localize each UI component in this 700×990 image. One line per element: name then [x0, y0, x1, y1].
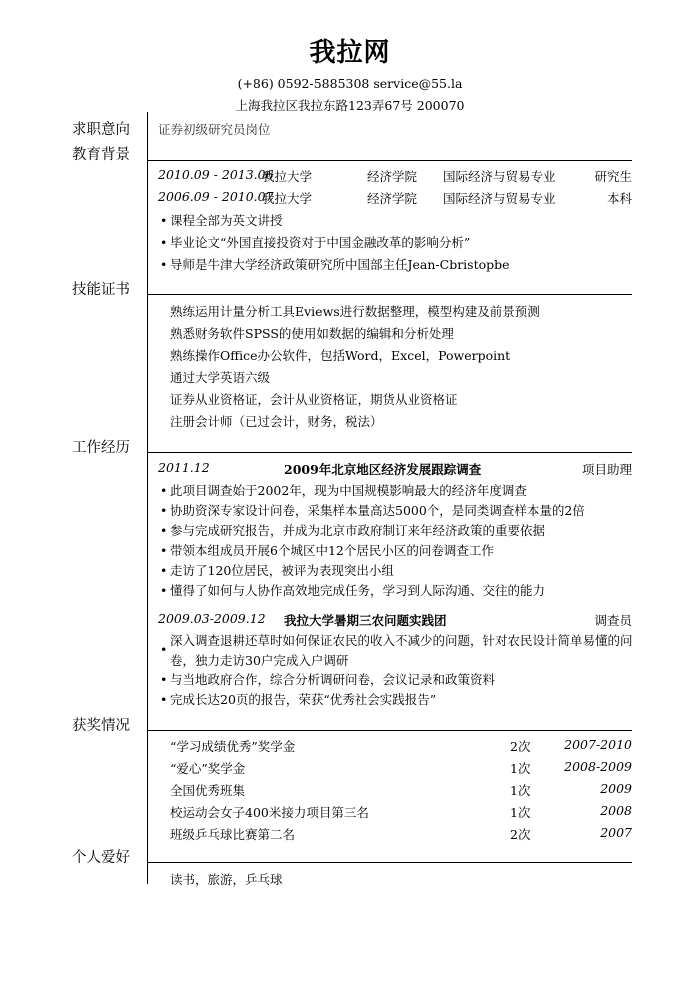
hobbies-text: 读书，旅游，乒乓球	[170, 872, 283, 887]
skill-item: 证券从业资格证，会计从业资格证，期货从业资格证	[170, 392, 458, 407]
list-item: • 与当地政府合作，综合分析调研问卷，会议记录和政策资料	[160, 672, 496, 687]
list-item: • 完成长达20页的报告，荣获“优秀社会实践报告”	[160, 692, 437, 707]
skill-item: 熟悉财务软件SPSS的使用如数据的编辑和分析处理	[170, 326, 454, 341]
address-line: 上海我拉区我拉东路123弄67号 200070	[235, 98, 465, 113]
edu-school: 我拉大学	[262, 169, 313, 184]
job-title: 2009年北京地区经济发展跟踪调查	[284, 462, 482, 477]
list-item: • 毕业论文“外国直接投资对于中国金融改革的影响分析”	[160, 235, 471, 250]
list-item: 深入调查退耕还草时如何保证农民的收入不减少的问题，针对农民设计简单易懂的问	[170, 633, 633, 648]
award-year: 2008	[600, 803, 632, 818]
section-label-hobbies: 个人爱好	[72, 850, 130, 866]
divider-work	[147, 452, 632, 453]
bullet-dot: •	[160, 642, 168, 657]
section-label-objective: 求职意向	[72, 122, 130, 138]
edu-college: 经济学院	[367, 191, 418, 206]
award-count: 2次	[510, 739, 531, 754]
list-item: • 懂得了如何与人协作高效地完成任务，学习到人际沟通、交往的能力	[160, 583, 546, 598]
divider-skills	[147, 294, 632, 295]
list-item: • 此项目调查始于2002年，现为中国规模影响最大的经济年度调查	[160, 483, 527, 498]
section-label-skills: 技能证书	[72, 282, 130, 298]
award-count: 1次	[510, 761, 531, 776]
award-name: “学习成绩优秀”奖学金	[170, 739, 296, 754]
list-item: • 协助资深专家设计问卷，采集样本量高达5000个，是同类调查样本量的2倍	[160, 503, 585, 518]
edu-degree: 本科	[606, 191, 632, 206]
award-count: 1次	[510, 783, 531, 798]
resume-name: 我拉网	[309, 38, 391, 68]
job-role: 项目助理	[581, 462, 632, 477]
edu-major: 国际经济与贸易专业	[443, 191, 556, 206]
award-name: “爱心”奖学金	[170, 761, 246, 776]
list-item: • 走访了120位居民，被评为表现突出小组	[160, 563, 394, 578]
award-name: 全国优秀班集	[170, 783, 246, 798]
divider-hobbies	[147, 862, 632, 863]
divider-education	[147, 160, 632, 161]
award-count: 1次	[510, 805, 531, 820]
skill-item: 注册会计师（已过会计，财务，税法）	[170, 414, 383, 429]
job-title: 我拉大学暑期三农问题实践团	[284, 613, 447, 628]
award-count: 2次	[510, 827, 531, 842]
section-label-awards: 获奖情况	[72, 718, 130, 734]
job-role: 调查员	[594, 613, 632, 628]
section-label-education: 教育背景	[72, 147, 130, 163]
skill-item: 通过大学英语六级	[170, 370, 271, 385]
award-name: 校运动会女子400米接力项目第三名	[170, 805, 369, 820]
section-label-work: 工作经历	[72, 440, 130, 456]
list-item: 卷，独力走访30户完成入户调研	[170, 653, 349, 668]
skill-item: 熟练运用计量分析工具Eviews进行数据整理，模型构建及前景预测	[170, 304, 540, 319]
job-period: 2011.12	[158, 460, 210, 475]
award-year: 2007-2010	[564, 737, 632, 752]
edu-degree: 研究生	[594, 169, 632, 184]
edu-school: 我拉大学	[262, 191, 313, 206]
list-item: • 课程全部为英文讲授	[160, 213, 283, 228]
award-year: 2007	[600, 825, 632, 840]
left-rule	[147, 112, 148, 884]
job-period: 2009.03-2009.12	[158, 611, 266, 626]
list-item: • 参与完成研究报告，并成为北京市政府制订来年经济政策的重要依据	[160, 523, 546, 538]
award-year: 2009	[600, 781, 632, 796]
list-item: • 导师是牛津大学经济政策研究所中国部主任Jean-Cbristopbe	[160, 257, 510, 272]
contact-line: (+86) 0592-5885308 service@55.la	[237, 76, 463, 91]
edu-major: 国际经济与贸易专业	[443, 169, 556, 184]
edu-period: 2006.09 - 2010.07	[158, 189, 274, 204]
edu-college: 经济学院	[367, 169, 418, 184]
list-item: • 带领本组成员开展6个城区中12个居民小区的问卷调查工作	[160, 543, 494, 558]
award-year: 2008-2009	[564, 759, 632, 774]
skill-item: 熟练操作Office办公软件，包括Word，Excel，Powerpoint	[170, 348, 511, 363]
objective-text: 证券初级研究员岗位	[158, 122, 271, 137]
edu-period: 2010.09 - 2013.06	[158, 167, 274, 182]
award-name: 班级乒乓球比赛第二名	[170, 827, 296, 842]
divider-awards	[147, 730, 632, 731]
